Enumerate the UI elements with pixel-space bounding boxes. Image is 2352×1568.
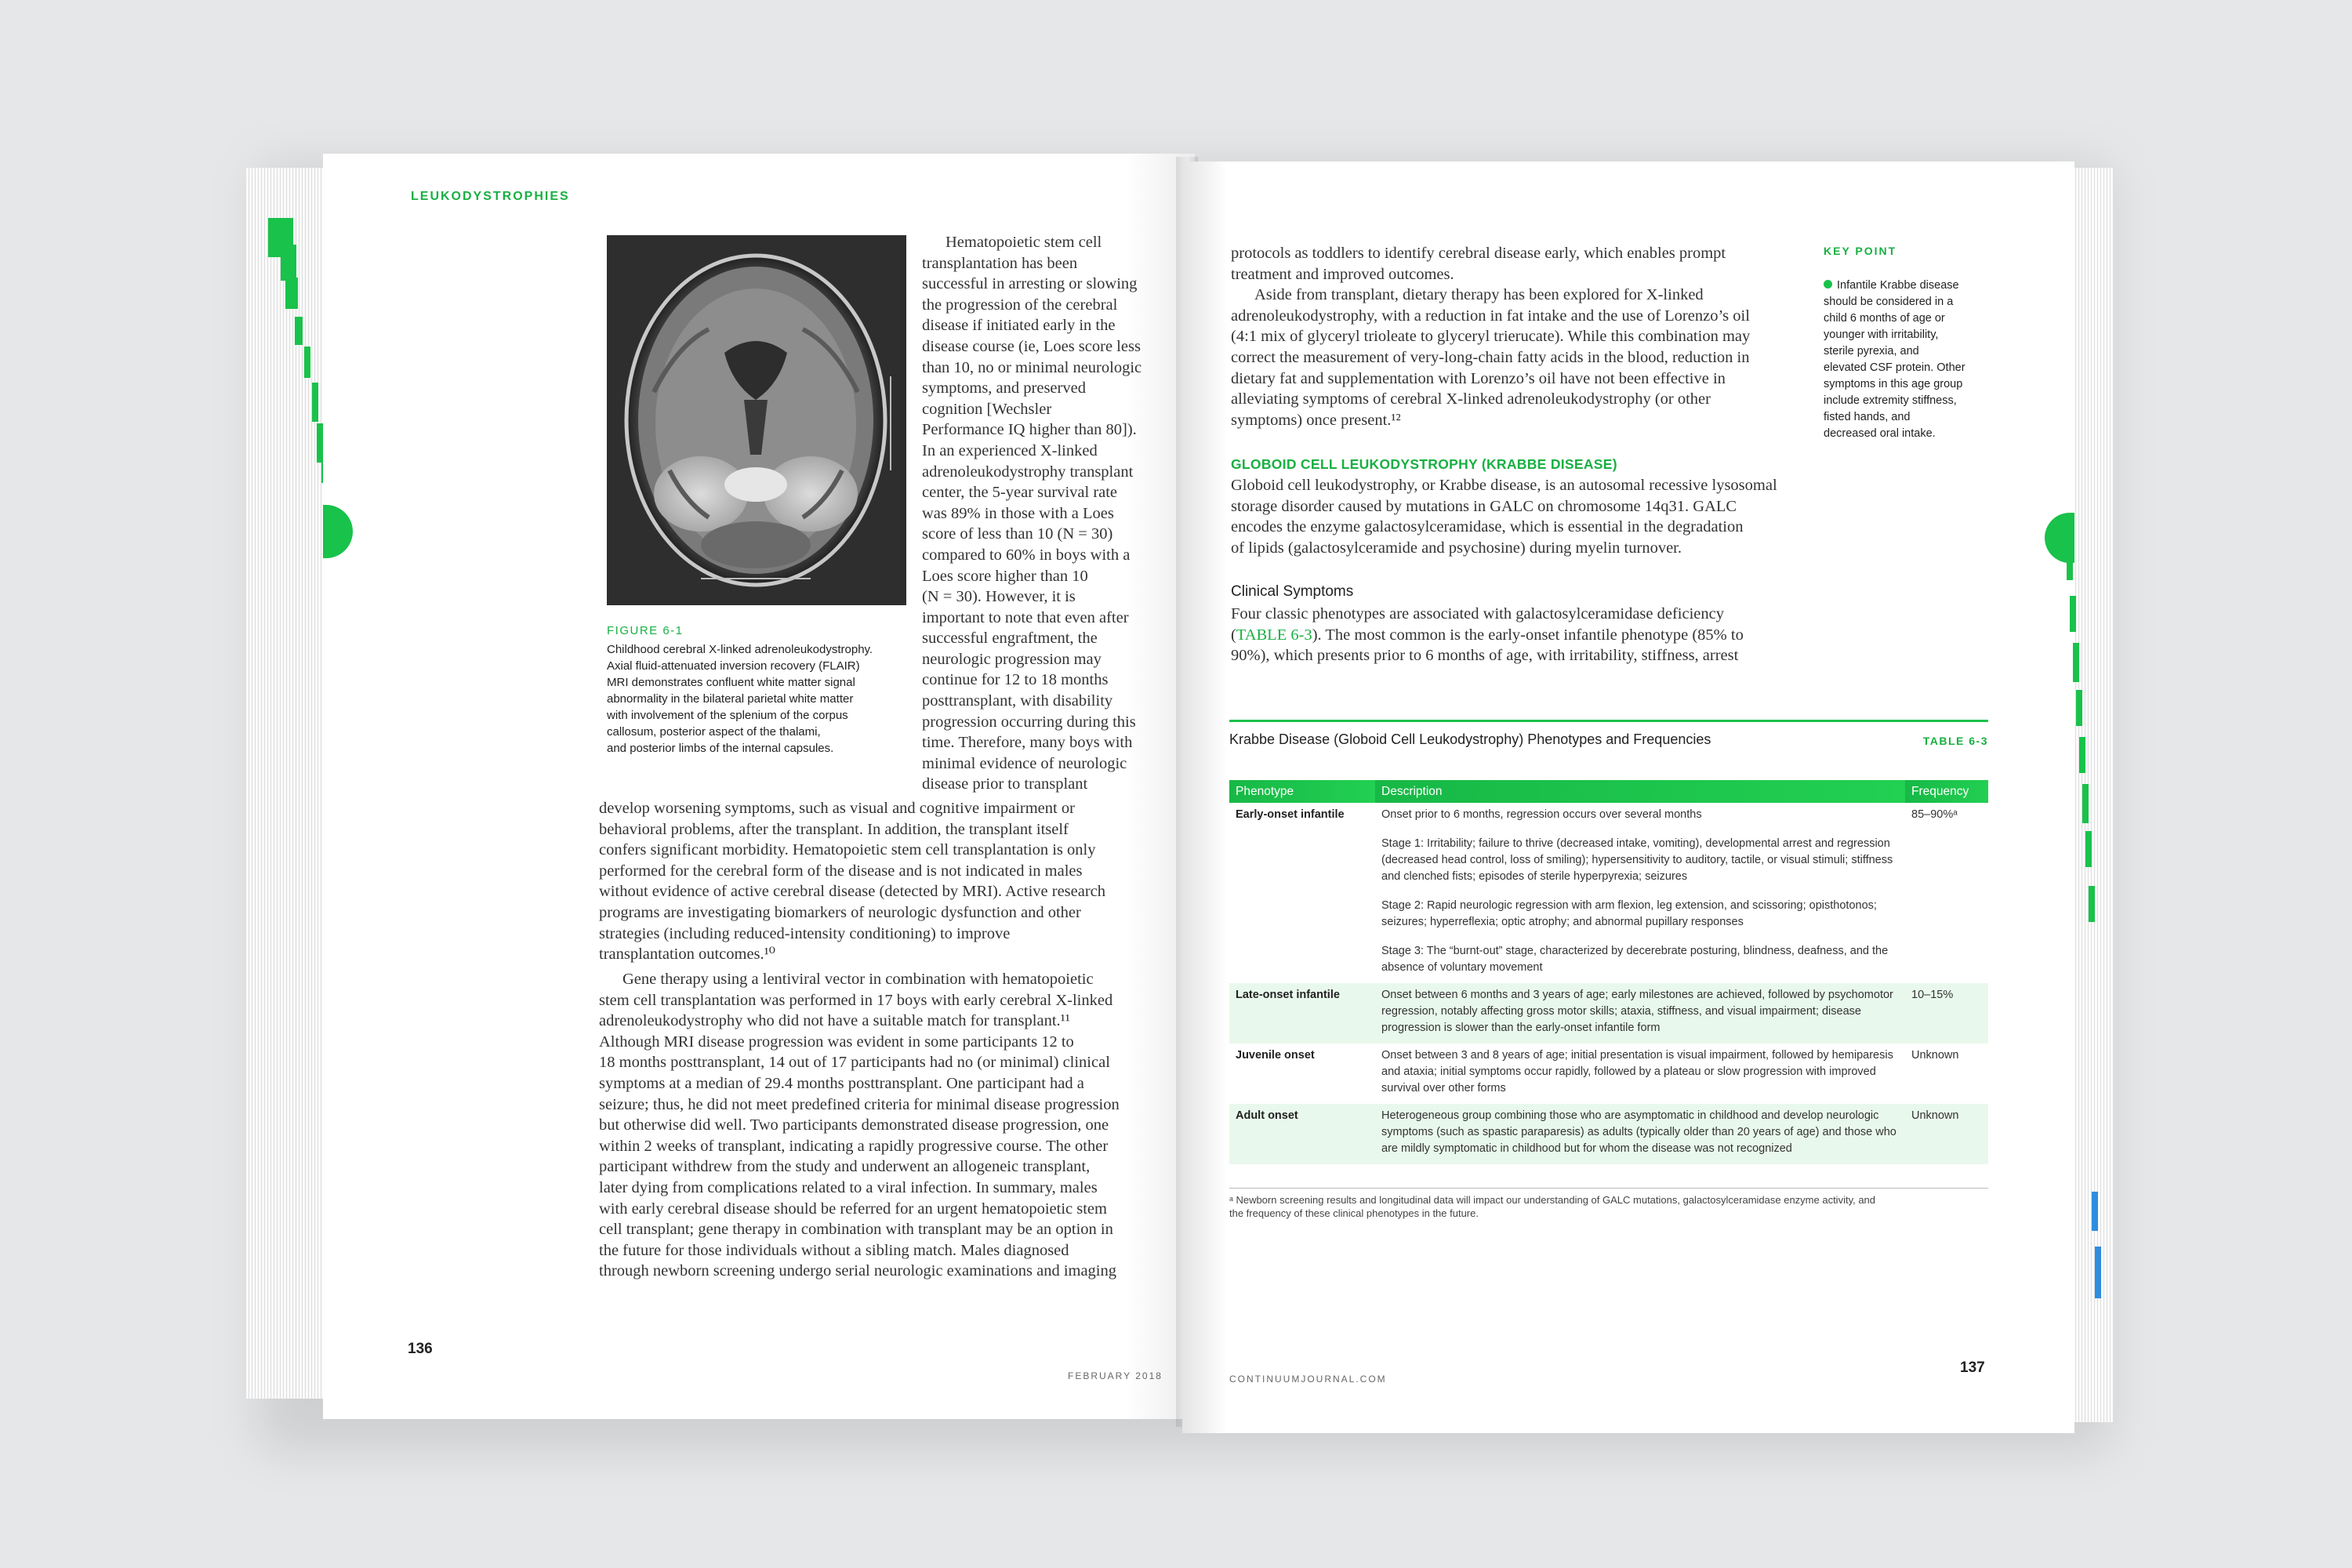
table-title-row (1229, 722, 1988, 769)
description-cell (1375, 803, 1905, 983)
description-line: Stage 2: Rapid neurologic regression with arm flexion, leg extension, and scissoring; opisthotonos; seizures; hyperreflexia; optic atrophy; and abnormal pupillary responses (1381, 899, 1877, 928)
frequency-cell: 10–15% (1905, 983, 1988, 1044)
caption-line: MRI demonstrates confluent white matter signal (607, 676, 855, 689)
text-line: 90%), which presents prior to 6 months of age, with irritability, stiffness, arrest (1231, 647, 1739, 665)
text-line: transplantation outcomes.¹⁰ (599, 946, 776, 964)
text-line: transplantation has been (922, 254, 1078, 272)
phenotype-cell: Early-onset infantile (1236, 808, 1345, 821)
table-row (1229, 1104, 1988, 1164)
text-line: storage disorder caused by mutations in GALC on chromosome 14q31. GALC (1231, 497, 1737, 515)
text-line: seizure; thus, he did not meet predefined criteria for minimal disease progression (599, 1095, 1120, 1113)
key-point-line: sterile pyrexia, and (1824, 345, 1919, 358)
full-width-text-2 (599, 969, 1195, 1282)
phenotype-cell: Adult onset (1229, 1104, 1375, 1164)
thumb-tab (2076, 690, 2082, 726)
table-row (1229, 803, 1988, 983)
text-line: behavioral problems, after the transplant. In addition, the transplant itself (599, 820, 1069, 838)
text-span: ). The most common is the early-onset infantile phenotype (85% to (1312, 626, 1744, 644)
text-line: disease if initiated early in the (922, 317, 1116, 335)
text-line: develop worsening symptoms, such as visual and cognitive impairment or (599, 800, 1075, 817)
text-line: but otherwise did well. Two participants demonstrated disease progression, one (599, 1116, 1109, 1134)
clinical-paragraph (1231, 604, 1842, 666)
text-line: disease course (ie, Loes score less (922, 337, 1141, 355)
footnote-rule (1229, 1188, 1988, 1189)
key-point-line: elevated CSF protein. Other (1824, 361, 1965, 374)
running-head: LEUKODYSTROPHIES (411, 190, 570, 203)
text-line: (N = 30). However, it is (922, 588, 1076, 606)
text-line: adrenoleukodystrophy, with a reduction in fat intake and the use of Lorenzo’s oil (1231, 307, 1750, 325)
text-line: within 2 weeks of transplant, indicating a rapidly progressive course. The other (599, 1137, 1109, 1155)
text-line: was 89% in those with a Loes (922, 504, 1114, 522)
text-line: dietary fat and supplementation with Lorenzo’s oil have not been effective in (1231, 369, 1726, 387)
text-line: Hematopoietic stem cell (946, 234, 1102, 251)
continued-text (1231, 243, 1842, 430)
text-line: Aside from transplant, dietary therapy has been explored for X-linked (1254, 286, 1704, 304)
text-line: symptoms, and preserved (922, 379, 1086, 397)
thumb-tab (2082, 784, 2089, 823)
text-line: Four classic phenotypes are associated with galactosylceramidase deficiency (1231, 605, 1724, 622)
text-line: of lipids (galactosylceramide and psychosine) during myelin turnover. (1231, 539, 1682, 557)
text-line: through newborn screening undergo serial neurologic examinations and imaging (599, 1262, 1117, 1280)
frequency-cell: Unknown (1911, 1049, 1959, 1062)
figure-label: FIGURE 6-1 (607, 624, 684, 637)
text-line: (4:1 mix of glyceryl trioleate to glyceryl trierucate). While this combination may (1231, 328, 1751, 346)
table-footnote (1229, 1193, 1988, 1220)
text-line: neurologic progression may (922, 650, 1102, 668)
table-row (1229, 1044, 1988, 1104)
text-line: time. Therefore, many boys with (922, 734, 1133, 752)
thumb-tab (2079, 737, 2085, 773)
journal-url: CONTINUUMJOURNAL.COM (1229, 1374, 1387, 1385)
bullet-dot-icon (1824, 280, 1832, 289)
text-line: adrenoleukodystrophy who did not have a suitable match for transplant.¹¹ (599, 1012, 1070, 1030)
text-line: performed for the cerebral form of the disease and is not indicated in males (599, 862, 1083, 880)
key-point-line: include extremity stiffness, (1824, 394, 1957, 407)
thumb-tab (304, 347, 310, 378)
description-cell: Onset between 6 months and 3 years of age; early milestones are achieved, followed by psychomotor regression, notably affecting gross motor skills; ataxia, stiffness, and visual impairment; disease progression is slower than the early-onset infantile form (1375, 983, 1905, 1044)
thumb-tab (2070, 596, 2076, 632)
column-header: Description (1375, 780, 1905, 803)
mri-figure-image (607, 235, 906, 605)
caption-line: and posterior limbs of the internal capsules. (607, 742, 834, 755)
thumb-tab (2092, 1192, 2098, 1231)
text-line: center, the 5-year survival rate (922, 484, 1118, 502)
text-line: cell transplant; gene therapy in combination with transplant may be an option in (599, 1221, 1113, 1239)
key-point-line: decreased oral intake. (1824, 427, 1936, 440)
column-header: Frequency (1905, 780, 1988, 803)
text-line: symptoms) once present.¹² (1231, 411, 1401, 429)
frequency-cell: Unknown (1905, 1104, 1988, 1164)
page-number: 136 (408, 1341, 433, 1357)
key-point-label: KEY POINT (1824, 245, 1897, 257)
text-line: Loes score higher than 10 (922, 567, 1088, 585)
right-page (1182, 162, 2074, 1433)
text-line: Globoid cell leukodystrophy, or Krabbe disease, is an autosomal recessive lysosomal (1231, 477, 1777, 494)
text-line: symptoms at a median of 29.4 months posttransplant. One participant had a (599, 1074, 1084, 1092)
caption-line: Axial fluid-attenuated inversion recovery (FLAIR) (607, 659, 860, 673)
text-line: minimal evidence of neurologic (922, 754, 1127, 772)
thumb-tab (295, 317, 303, 345)
text-line: Gene therapy using a lentiviral vector in combination with hematopoietic (622, 971, 1094, 988)
text-line: Although MRI disease progression was evident in some participants 12 to (599, 1033, 1074, 1051)
frequency-cell: 85–90%ᵃ (1911, 808, 1958, 821)
text-line: score of less than 10 (N = 30) (922, 525, 1113, 543)
figure-caption (607, 641, 920, 757)
key-point-line: fisted hands, and (1824, 411, 1911, 423)
thumb-tab (2073, 643, 2079, 682)
text-line: stem cell transplantation was performed in 17 boys with early cerebral X-linked (599, 991, 1113, 1009)
text-span: Infantile Krabbe disease (1837, 279, 1959, 292)
key-point-line: child 6 months of age or (1824, 312, 1945, 325)
text-line: adrenoleukodystrophy transplant (922, 463, 1134, 481)
key-point-line: younger with irritability, (1824, 328, 1939, 341)
phenotype-table-block (1229, 720, 1988, 1220)
text-line: important to note that even after (922, 608, 1129, 626)
phenotype-cell: Late-onset infantile (1229, 983, 1375, 1044)
thumb-tab (281, 245, 296, 281)
text-line: cognition [Wechsler (922, 400, 1052, 418)
text-line: successful engraftment, the (922, 630, 1098, 648)
text-line: successful in arresting or slowing (922, 275, 1138, 293)
text-line: alleviating symptoms of cerebral X-linked adrenoleukodystrophy (or other (1231, 390, 1711, 408)
text-line: treatment and improved outcomes. (1231, 265, 1454, 283)
text-line: disease prior to transplant (922, 775, 1088, 793)
text-line: (TABLE 6-3). The most common is the early-onset infantile phenotype (85% to (1231, 626, 1744, 644)
description-line: Onset prior to 6 months, regression occurs over several months (1381, 808, 1702, 821)
text-line: confers significant morbidity. Hematopoietic stem cell transplantation is only (599, 841, 1096, 859)
text-line: without evidence of active cerebral disease (detected by MRI). Active research (599, 883, 1106, 901)
left-page-block-edge (246, 168, 328, 1399)
narrow-column-text (922, 232, 1195, 795)
table-header-row (1229, 780, 1988, 803)
text-line: programs are investigating biomarkers of neurologic dysfunction and other (599, 903, 1081, 921)
caption-line: abnormality in the bilateral parietal white matter (607, 692, 854, 706)
column-header: Phenotype (1229, 780, 1375, 803)
text-line: later dying from complications related to a viral infection. In summary, males (599, 1178, 1098, 1196)
thumb-tab (312, 383, 318, 422)
description-line: Stage 3: The “burnt-out” stage, characterized by decerebrate posturing, blindness, deafness, and the absence of voluntary movement (1381, 945, 1889, 974)
text-line: participant withdrew from the study and underwent an allogeneic transplant, (599, 1158, 1091, 1176)
thumb-tab (2067, 549, 2073, 580)
thumb-tab (2085, 831, 2092, 867)
description-cell: Onset between 3 and 8 years of age; initial presentation is visual impairment, followed by hemiparesis and ataxia; initial symptoms occur rapidly, followed by a plateau or slow progression with improved survival over other forms (1381, 1049, 1893, 1094)
text-line: protocols as toddlers to identify cerebral disease early, which enables prompt (1231, 245, 1726, 262)
text-line: 18 months posttransplant, 14 out of 17 participants had no (or minimal) clinical (599, 1054, 1110, 1072)
text-line: correct the measurement of very-long-chain fatty acids in the blood, reduction in (1231, 348, 1750, 366)
text-line: encodes the enzyme galactosylceramidase, which is essential in the degradation (1231, 518, 1744, 536)
section-heading: GLOBOID CELL LEUKODYSTROPHY (KRABBE DISEASE) (1231, 456, 1617, 472)
krabbe-paragraph (1231, 475, 1842, 558)
page-number: 137 (1960, 1359, 1985, 1376)
text-line: Performance IQ higher than 80]). (922, 421, 1137, 439)
text-line: In an experienced X-linked (922, 441, 1098, 459)
key-point-line (1824, 278, 1996, 294)
key-point-line: should be considered in a (1824, 296, 1954, 308)
key-point-line: symptoms in this age group (1824, 378, 1963, 390)
thumb-tab (285, 278, 298, 309)
text-line: progression occurring during this (922, 713, 1136, 731)
full-width-text-1 (599, 798, 1195, 965)
thumb-tab (2095, 1247, 2101, 1298)
text-line: strategies (including reduced-intensity conditioning) to improve (599, 924, 1011, 942)
table-number: TABLE 6-3 (1922, 735, 1988, 747)
caption-line: Childhood cerebral X-linked adrenoleukodystrophy. (607, 643, 873, 656)
caption-line: callosum, posterior aspect of the thalami, (607, 725, 821, 739)
table-row (1229, 983, 1988, 1044)
text-line: the progression of the cerebral (922, 296, 1118, 314)
text-line: continue for 12 to 18 months (922, 671, 1109, 689)
section-tab-marker (323, 505, 353, 558)
table-title: Krabbe Disease (Globoid Cell Leukodystrophy) Phenotypes and Frequencies (1229, 731, 1711, 747)
text-line: compared to 60% in boys with a (922, 546, 1131, 564)
text-line: than 10, no or minimal neurologic (922, 358, 1142, 376)
description-line: Stage 1: Irritability; failure to thrive (decreased intake, vomiting), developmental arrest and regression (decreased head control, loss of smiling); hypersensitivity to auditory, tactile, or visual stimuli; stiffness and clenched fists; episodes of sterile hyperpyrexia; seizures (1381, 837, 1893, 883)
phenotype-table (1229, 780, 1988, 1164)
footnote-line: the frequency of these clinical phenotypes in the future. (1229, 1207, 1479, 1219)
left-page (323, 154, 1195, 1419)
thumb-tab (2089, 886, 2095, 922)
footnote-line: ᵃ Newborn screening results and longitudinal data will impact our understanding of GALC mutations, galactosylceramidase enzyme activity, and (1229, 1194, 1876, 1206)
phenotype-cell: Juvenile onset (1236, 1049, 1315, 1062)
issue-date: FEBRUARY 2018 (1068, 1370, 1163, 1381)
text-line: posttransplant, with disability (922, 692, 1113, 710)
caption-line: with involvement of the splenium of the corpus (607, 709, 848, 722)
subheading: Clinical Symptoms (1231, 583, 1354, 600)
description-cell: Heterogeneous group combining those who are asymptomatic in childhood and develop neurologic symptoms (such as spastic paraparesis) as adults (typically older than 20 years of age) and those who are mildly symptomatic in childhood but for whom the disease was not recognized (1375, 1104, 1905, 1164)
text-line: the future for those individuals without a sibling match. Males diagnosed (599, 1241, 1069, 1259)
text-line: with early cerebral disease should be referred for an urgent hematopoietic stem (599, 1200, 1107, 1218)
table-cross-reference[interactable]: TABLE 6-3 (1236, 626, 1312, 644)
key-point-text (1824, 278, 1996, 442)
